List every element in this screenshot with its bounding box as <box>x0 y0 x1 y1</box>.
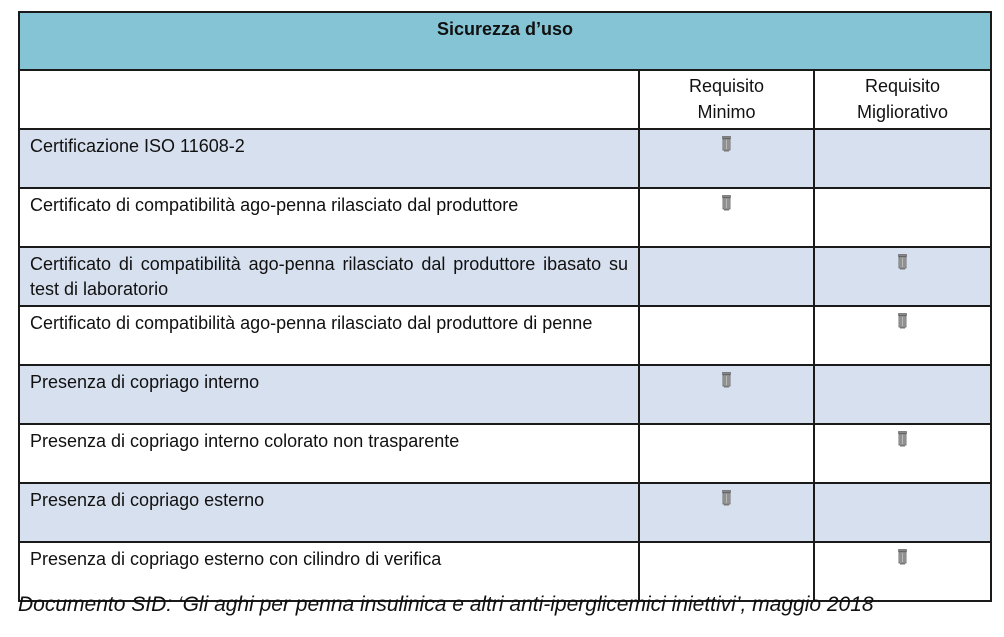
cell-minimo <box>639 247 814 306</box>
header-migl-line1: Requisito <box>864 76 941 96</box>
requirement-text: Presenza di copriago interno <box>19 365 639 424</box>
header-min-line1: Requisito <box>688 76 765 96</box>
check-mark-icon <box>898 549 907 565</box>
check-mark-icon <box>722 136 731 152</box>
requirement-text: Presenza di copriago esterno <box>19 483 639 542</box>
cell-migliorativo <box>814 129 991 188</box>
requirement-text: Certificato di compatibilità ago-penna rilasciato dal produttore ibasato su test di laboratorio <box>19 247 639 306</box>
cell-minimo <box>639 129 814 188</box>
table-title: Sicurezza d’uso <box>436 19 574 39</box>
cell-minimo <box>639 483 814 542</box>
cell-minimo <box>639 188 814 247</box>
check-mark-icon <box>722 372 731 388</box>
table-row <box>19 424 991 483</box>
cell-minimo <box>639 424 814 483</box>
cell-migliorativo <box>814 365 991 424</box>
requirement-text: Presenza di copriago esterno con cilindro di verifica <box>19 542 639 601</box>
table-row <box>19 247 991 306</box>
cell-minimo <box>639 306 814 365</box>
requirement-text: Certificato di compatibilità ago-penna rilasciato dal produttore <box>19 188 639 247</box>
requirement-text: Certificato di compatibilità ago-penna rilasciato dal produttore di penne <box>19 306 639 365</box>
table-title-cell <box>19 12 991 70</box>
cell-minimo <box>639 365 814 424</box>
table-row <box>19 188 991 247</box>
header-row <box>19 70 991 129</box>
requirement-text: Presenza di copriago interno colorato non trasparente <box>19 424 639 483</box>
table-row <box>19 129 991 188</box>
table-row <box>19 306 991 365</box>
header-min-line2: Minimo <box>697 102 756 122</box>
header-requisito-minimo <box>639 70 814 129</box>
table-body <box>19 129 991 601</box>
cell-migliorativo <box>814 424 991 483</box>
check-mark-icon <box>722 195 731 211</box>
check-mark-icon <box>898 431 907 447</box>
header-empty-cell <box>19 70 639 129</box>
check-mark-icon <box>722 490 731 506</box>
cell-migliorativo <box>814 306 991 365</box>
table-row <box>19 365 991 424</box>
table-title-row <box>19 12 991 70</box>
cell-migliorativo <box>814 247 991 306</box>
cell-migliorativo <box>814 483 991 542</box>
cell-migliorativo <box>814 188 991 247</box>
source-caption: Documento SID: ‘Gli aghi per penna insulinica e altri anti-iperglicemici iniettivi’, maggio 2018 <box>18 593 874 616</box>
requirement-text: Certificazione ISO 11608-2 <box>19 129 639 188</box>
check-mark-icon <box>898 313 907 329</box>
requirements-table <box>18 11 992 602</box>
header-requisito-migliorativo <box>814 70 991 129</box>
table-row <box>19 483 991 542</box>
check-mark-icon <box>898 254 907 270</box>
header-migl-line2: Migliorativo <box>856 102 949 122</box>
